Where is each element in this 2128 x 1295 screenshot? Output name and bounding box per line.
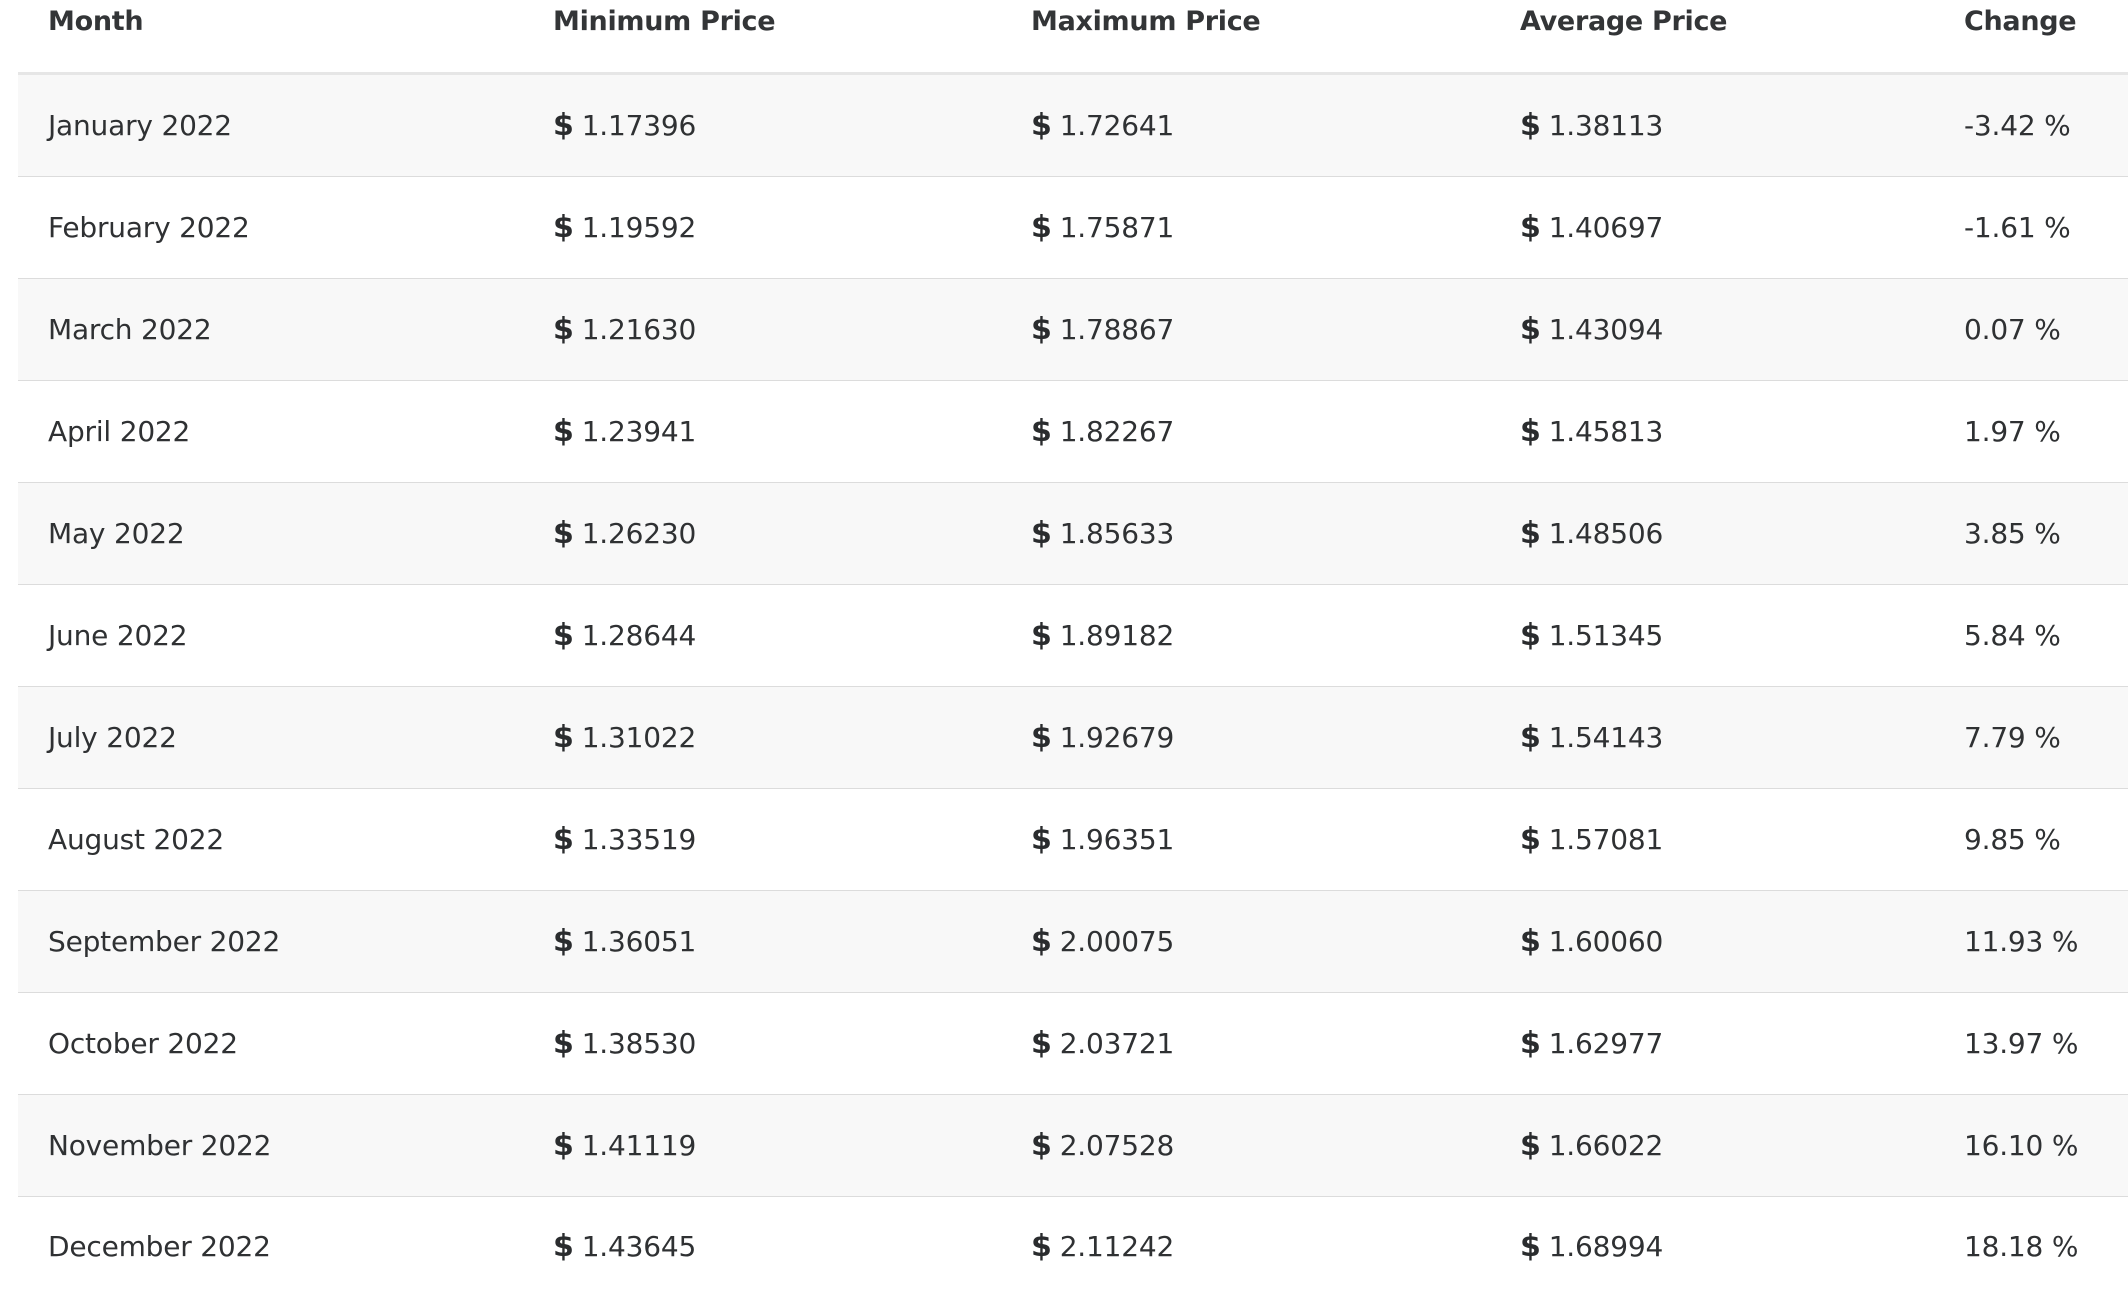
price-value: 1.19592	[582, 211, 696, 244]
column-header-month: Month	[18, 0, 523, 74]
table-row	[18, 891, 2128, 993]
price-forecast-table	[18, 0, 2128, 1295]
currency-symbol: $	[553, 108, 574, 143]
price-value: 1.68994	[1549, 1230, 1663, 1263]
month-cell: May 2022	[18, 483, 523, 585]
price-value: 1.31022	[582, 721, 696, 754]
month-cell: February 2022	[18, 177, 523, 279]
currency-symbol: $	[1520, 720, 1541, 755]
average-price-cell	[1490, 483, 1934, 585]
month-cell: November 2022	[18, 1095, 523, 1197]
table-row	[18, 74, 2128, 177]
price-value: 2.00075	[1060, 925, 1174, 958]
currency-symbol: $	[553, 618, 574, 653]
table-row	[18, 1095, 2128, 1197]
month-cell: June 2022	[18, 585, 523, 687]
maximum-price-cell	[1001, 891, 1490, 993]
currency-symbol: $	[553, 1128, 574, 1163]
price-value: 1.96351	[1060, 823, 1174, 856]
price-value: 2.11242	[1060, 1230, 1174, 1263]
currency-symbol: $	[1520, 414, 1541, 449]
maximum-price-cell	[1001, 74, 1490, 177]
currency-symbol: $	[1520, 618, 1541, 653]
currency-symbol: $	[1031, 924, 1052, 959]
month-cell: March 2022	[18, 279, 523, 381]
average-price-cell	[1490, 1197, 1934, 1295]
price-value: 1.38113	[1549, 109, 1663, 142]
price-value: 1.48506	[1549, 517, 1663, 550]
minimum-price-cell	[523, 279, 1001, 381]
currency-symbol: $	[1031, 618, 1052, 653]
change-cell: 18.18 %	[1934, 1197, 2128, 1295]
average-price-cell	[1490, 789, 1934, 891]
maximum-price-cell	[1001, 585, 1490, 687]
price-value: 1.75871	[1060, 211, 1174, 244]
change-cell: 11.93 %	[1934, 891, 2128, 993]
price-value: 1.17396	[582, 109, 696, 142]
minimum-price-cell	[523, 1095, 1001, 1197]
change-cell: -1.61 %	[1934, 177, 2128, 279]
price-value: 1.28644	[582, 619, 696, 652]
maximum-price-cell	[1001, 177, 1490, 279]
currency-symbol: $	[1031, 1026, 1052, 1061]
currency-symbol: $	[553, 822, 574, 857]
currency-symbol: $	[1520, 312, 1541, 347]
change-cell: 13.97 %	[1934, 993, 2128, 1095]
change-cell: 5.84 %	[1934, 585, 2128, 687]
average-price-cell	[1490, 177, 1934, 279]
average-price-cell	[1490, 585, 1934, 687]
price-value: 1.62977	[1549, 1027, 1663, 1060]
minimum-price-cell	[523, 483, 1001, 585]
column-header-maximum-price: Maximum Price	[1001, 0, 1490, 74]
price-value: 1.45813	[1549, 415, 1663, 448]
price-value: 1.57081	[1549, 823, 1663, 856]
table-row	[18, 279, 2128, 381]
table-row	[18, 789, 2128, 891]
price-value: 1.92679	[1060, 721, 1174, 754]
price-forecast-table-container	[18, 0, 2128, 1295]
currency-symbol: $	[553, 720, 574, 755]
price-value: 2.07528	[1060, 1129, 1174, 1162]
price-value: 1.78867	[1060, 313, 1174, 346]
maximum-price-cell	[1001, 483, 1490, 585]
price-value: 1.85633	[1060, 517, 1174, 550]
average-price-cell	[1490, 993, 1934, 1095]
currency-symbol: $	[553, 210, 574, 245]
currency-symbol: $	[1520, 1026, 1541, 1061]
maximum-price-cell	[1001, 687, 1490, 789]
currency-symbol: $	[1031, 210, 1052, 245]
currency-symbol: $	[1031, 720, 1052, 755]
month-cell: December 2022	[18, 1197, 523, 1295]
price-value: 1.66022	[1549, 1129, 1663, 1162]
maximum-price-cell	[1001, 993, 1490, 1095]
month-cell: September 2022	[18, 891, 523, 993]
change-cell: 3.85 %	[1934, 483, 2128, 585]
column-header-minimum-price: Minimum Price	[523, 0, 1001, 74]
table-body	[18, 74, 2128, 1295]
month-cell: July 2022	[18, 687, 523, 789]
currency-symbol: $	[1031, 108, 1052, 143]
minimum-price-cell	[523, 789, 1001, 891]
minimum-price-cell	[523, 585, 1001, 687]
currency-symbol: $	[1031, 1229, 1052, 1264]
column-header-average-price: Average Price	[1490, 0, 1934, 74]
price-value: 1.60060	[1549, 925, 1663, 958]
currency-symbol: $	[553, 1229, 574, 1264]
month-cell: January 2022	[18, 74, 523, 177]
table-row	[18, 177, 2128, 279]
currency-symbol: $	[1031, 312, 1052, 347]
maximum-price-cell	[1001, 381, 1490, 483]
change-cell: 9.85 %	[1934, 789, 2128, 891]
average-price-cell	[1490, 1095, 1934, 1197]
average-price-cell	[1490, 891, 1934, 993]
currency-symbol: $	[1031, 822, 1052, 857]
currency-symbol: $	[1031, 414, 1052, 449]
change-cell: 7.79 %	[1934, 687, 2128, 789]
price-value: 1.89182	[1060, 619, 1174, 652]
minimum-price-cell	[523, 891, 1001, 993]
currency-symbol: $	[1031, 1128, 1052, 1163]
minimum-price-cell	[523, 993, 1001, 1095]
header-row	[18, 0, 2128, 74]
price-value: 1.72641	[1060, 109, 1174, 142]
minimum-price-cell	[523, 381, 1001, 483]
maximum-price-cell	[1001, 1095, 1490, 1197]
minimum-price-cell	[523, 74, 1001, 177]
minimum-price-cell	[523, 177, 1001, 279]
change-cell: 1.97 %	[1934, 381, 2128, 483]
currency-symbol: $	[553, 1026, 574, 1061]
price-value: 1.23941	[582, 415, 696, 448]
currency-symbol: $	[1031, 516, 1052, 551]
currency-symbol: $	[1520, 822, 1541, 857]
average-price-cell	[1490, 74, 1934, 177]
change-cell: 16.10 %	[1934, 1095, 2128, 1197]
price-value: 1.33519	[582, 823, 696, 856]
table-row	[18, 1197, 2128, 1295]
price-value: 1.26230	[582, 517, 696, 550]
average-price-cell	[1490, 279, 1934, 381]
minimum-price-cell	[523, 1197, 1001, 1295]
month-cell: October 2022	[18, 993, 523, 1095]
maximum-price-cell	[1001, 789, 1490, 891]
change-cell: -3.42 %	[1934, 74, 2128, 177]
price-value: 1.21630	[582, 313, 696, 346]
table-row	[18, 993, 2128, 1095]
table-row	[18, 483, 2128, 585]
price-value: 1.43094	[1549, 313, 1663, 346]
currency-symbol: $	[553, 924, 574, 959]
change-cell: 0.07 %	[1934, 279, 2128, 381]
currency-symbol: $	[1520, 108, 1541, 143]
month-cell: April 2022	[18, 381, 523, 483]
currency-symbol: $	[553, 312, 574, 347]
maximum-price-cell	[1001, 1197, 1490, 1295]
table-row	[18, 687, 2128, 789]
average-price-cell	[1490, 687, 1934, 789]
average-price-cell	[1490, 381, 1934, 483]
price-value: 2.03721	[1060, 1027, 1174, 1060]
price-value: 1.43645	[582, 1230, 696, 1263]
table-row	[18, 381, 2128, 483]
column-header-change: Change	[1934, 0, 2128, 74]
price-value: 1.51345	[1549, 619, 1663, 652]
currency-symbol: $	[1520, 924, 1541, 959]
price-value: 1.41119	[582, 1129, 696, 1162]
month-cell: August 2022	[18, 789, 523, 891]
price-value: 1.36051	[582, 925, 696, 958]
price-value: 1.38530	[582, 1027, 696, 1060]
currency-symbol: $	[1520, 516, 1541, 551]
currency-symbol: $	[553, 414, 574, 449]
table-row	[18, 585, 2128, 687]
table-header	[18, 0, 2128, 74]
currency-symbol: $	[1520, 1128, 1541, 1163]
minimum-price-cell	[523, 687, 1001, 789]
price-value: 1.82267	[1060, 415, 1174, 448]
currency-symbol: $	[1520, 1229, 1541, 1264]
maximum-price-cell	[1001, 279, 1490, 381]
price-value: 1.40697	[1549, 211, 1663, 244]
currency-symbol: $	[553, 516, 574, 551]
price-value: 1.54143	[1549, 721, 1663, 754]
currency-symbol: $	[1520, 210, 1541, 245]
